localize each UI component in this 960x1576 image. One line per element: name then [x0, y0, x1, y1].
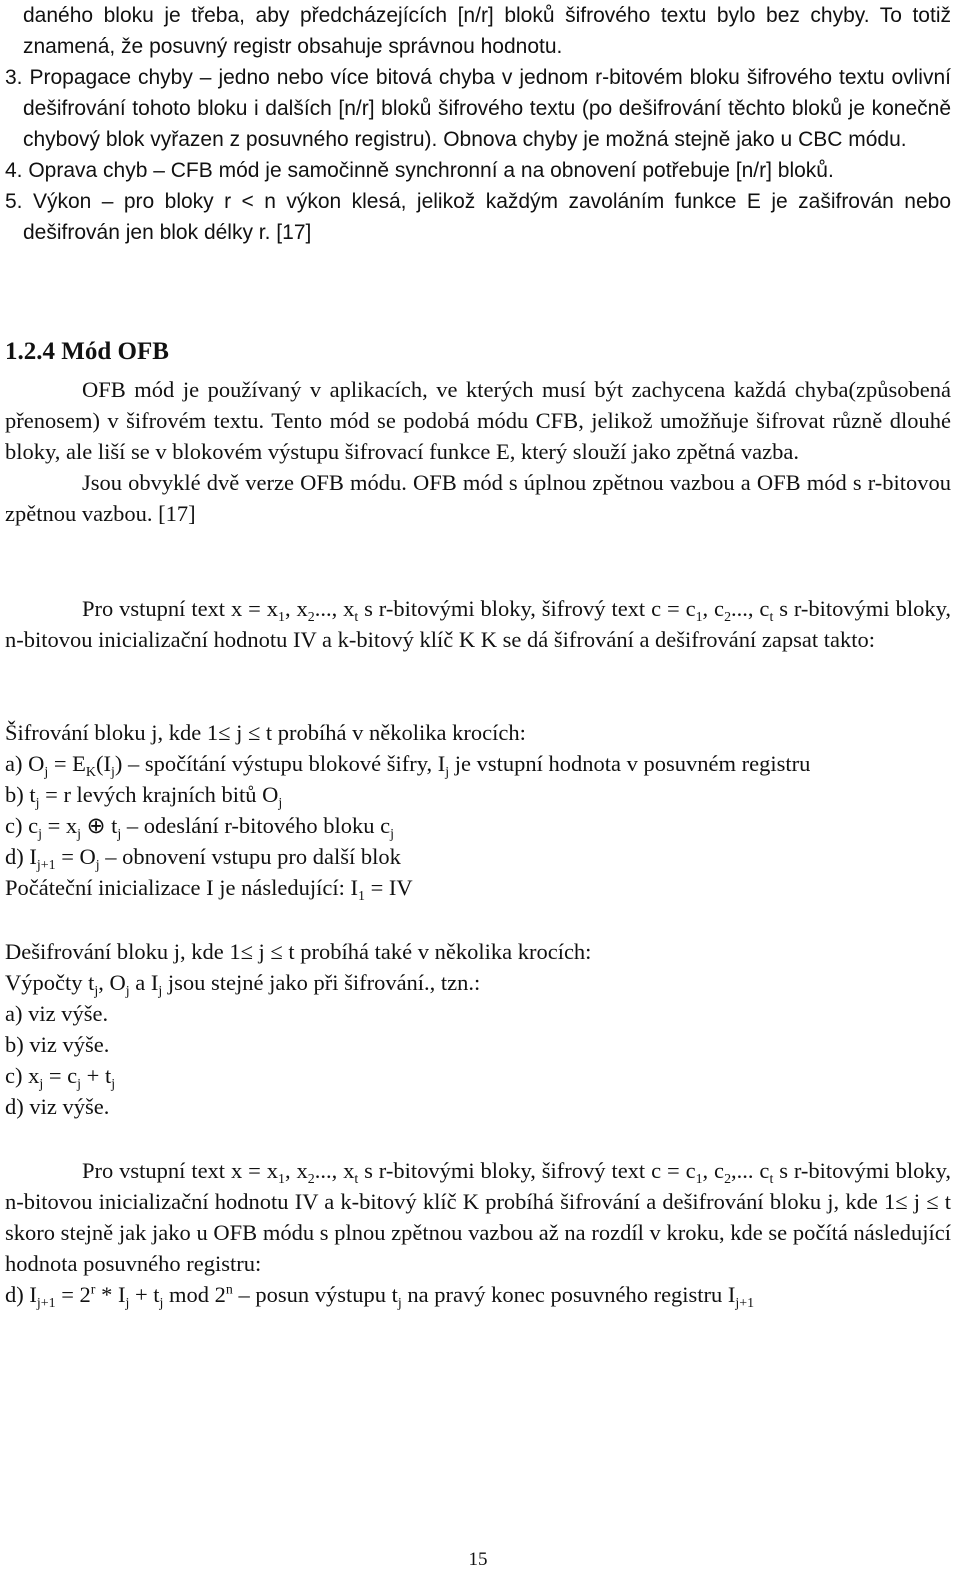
paragraph-input-def-2: Pro vstupní text $x = x_1$, $x_2$..., $x_t$ s r-bitovými bloky, šifrový text $c = c_1$, $c_2$,... $c_t$ s r-bitovými bloky, n-bitovou inicializační hodnotu IV a k-bitový klíč K probíhá šifrování a dešifrování bloku j, kde 1≤ j ≤ t skoro stejně jak jako u OFB módu s plnou zpětnou vazbou až na rozdíl v kroku, kde se počítá následující hodnota posuvného registru:	[5, 1158, 951, 1276]
decryption-step-d: d) viz výše.	[5, 1094, 110, 1119]
decryption-steps	[5, 936, 951, 1122]
decryption-step-c: c) $x_j = c_j + t_j$	[5, 1063, 116, 1092]
shift-register-formula: d) $I_{j+1} = 2^r * I_j + t_j$ mod 2$^n$ – posun výstupu $t_j$ na pravý konec posuvného registru $I_{j+1}$	[5, 1282, 755, 1311]
encryption-title: Šifrování bloku j, kde 1≤ j ≤ t probíhá v několika krocích:	[5, 720, 526, 745]
decryption-step-b: b) viz výše.	[5, 1032, 110, 1057]
list-item-3: 3. Propagace chyby – jedno nebo více bitová chyba v jednom r-bitovém bloku šifrového textu ovlivní dešifrování tohoto bloku i dalších [n/r] bloků šifrového textu (po dešifrování těchto bloků je konečně chybový blok vyřazen z posuvného registru). Obnova chyby je možná stejně jako u CBC módu.	[5, 66, 951, 151]
encryption-steps	[5, 717, 951, 903]
decryption-step-a: a) viz výše.	[5, 1001, 109, 1026]
initialization-line: Počáteční inicializace I je následující: $I_1$ = IV	[5, 875, 413, 904]
page-number: 15	[468, 1549, 488, 1570]
list-item-5: 5. Výkon – pro bloky r < n výkon klesá, jelikož každým zavoláním funkce E je zašifrován nebo dešifrován jen blok délky r. [17]	[5, 190, 951, 244]
section-heading: 1.2.4 Mód OFB	[5, 338, 169, 365]
encryption-step-b: b) $t_j = r$ levých krajních bitů $O_j$	[5, 782, 283, 811]
encryption-step-a: a) $O_j = E_K(I_j)$ – spočítání výstupu blokové šifry, $I_j$ je vstupní hodnota v posuvném registru	[5, 751, 811, 780]
section-body	[5, 374, 951, 529]
list-item-2-tail: daného bloku je třeba, aby předcházejících [n/r] bloků šifrového textu bylo bez chyby. To totiž znamená, že posuvný registr obsahuje správnou hodnotu.	[23, 4, 951, 58]
decryption-title: Dešifrování bloku j, kde 1≤ j ≤ t probíhá také v několika krocích:	[5, 939, 592, 964]
encryption-step-c: c) $c_j = x_j$ ⊕ $t_j$ – odeslání r-bitového bloku $c_j$	[5, 813, 395, 842]
list-continued	[5, 0, 951, 248]
paragraph-intro: OFB mód je používaný v aplikacích, ve kterých musí být zachycena každá chyba(způsobená přenosem) v šifrovém textu. Tento mód se podobá módu CFB, jelikož umožňuje šifrovat různě dlouhé bloky, ale liší se v blokovém výstupu šifrovací funkce E, který slouží jako zpětná vazba.	[5, 377, 951, 464]
paragraph-versions: Jsou obvyklé dvě verze OFB módu. OFB mód s úplnou zpětnou vazbou a OFB mód s r-bitovou zpětnou vazbou. [17]	[5, 470, 951, 526]
paragraph-input-def-1: Pro vstupní text $x = x_1$, $x_2$..., $x_t$ s r-bitovými bloky, šifrový text $c = c_1$, $c_2$..., $c_t$ s r-bitovými bloky, n-bitovou inicializační hodnotu IV a k-bitový klíč K K se dá šifrování a dešifrování zapsat takto:	[5, 596, 951, 652]
decryption-computations: Výpočty $t_j$, $O_j$ a $I_j$ jsou stejné jako při šifrování., tzn.:	[5, 970, 481, 999]
encryption-step-d: d) $I_{j+1} = O_j$ – obnovení vstupu pro další blok	[5, 844, 401, 873]
list-item-4: 4. Oprava chyb – CFB mód je samočinně synchronní a na obnovení potřebuje [n/r] bloků.	[5, 159, 834, 182]
